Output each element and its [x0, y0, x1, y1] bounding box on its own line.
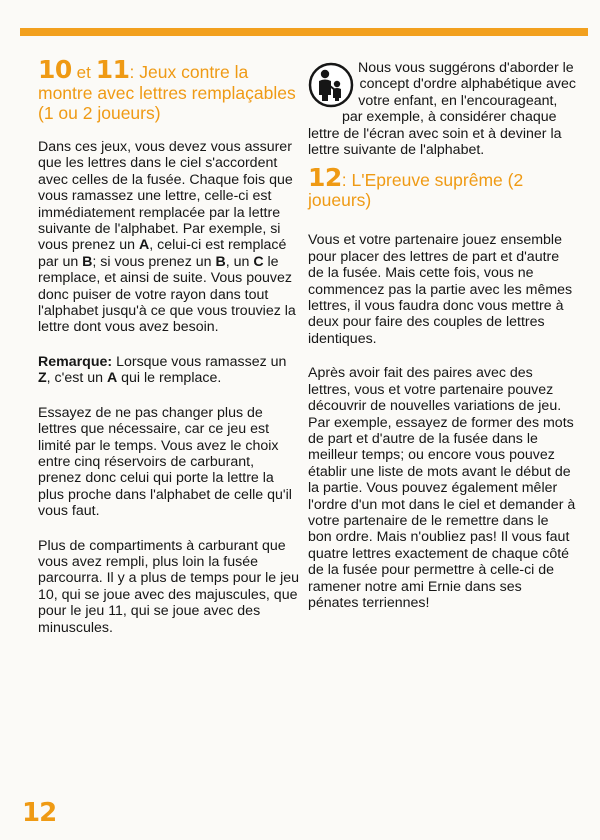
heading-game-12: [308, 163, 576, 211]
paragraph-variations: Après avoir fait des paires avec des lettres, vous et votre partenaire pouvez découvrir de nouvelles variations de jeu. Par exemple, essayez de former des mots de part et d'autre de la fusée dans le meilleur temps; ou encore vous pouvez établir une liste de mots avant le début de la partie. Vous pouvez également mêler l'ordre d'un mot dans le ciel et demander à votre partenaire de le remettre dans le bon ordre. Mais n'oubliez pas! Il vous faut quatre lettres exactement de chaque côté de la fusée pour permettre à celle-ci de ramener notre ami Ernie dans ses pénates terriennes!: [308, 365, 576, 611]
paragraph-remark: [38, 354, 300, 387]
bold-letter: Z: [38, 370, 47, 387]
game-number-12: 12: [308, 163, 342, 193]
paragraph-partner: Vous et votre partenaire jouez ensemble pour placer des lettres de part et d'autre de la fusée. Mais cette fois, vous ne commencez pas la partie avec les mêmes lettres, il vous faudra donc vous mettre à deux pour faire des couples de lettres identiques.: [308, 232, 573, 347]
text-run: , c'est un: [46, 370, 107, 387]
text-run: , un: [225, 253, 254, 270]
game-number-11: 11: [95, 55, 130, 84]
text-run: le remplace, et ainsi de suite. Vous pouvez donc puiser de votre rayon dans tout l'alphabet jusqu'à ce que vous trouviez la lettre dont vous avez besoin.: [38, 253, 296, 336]
bold-letter: C: [253, 253, 264, 270]
paragraph-fuel: Essayez de ne pas changer plus de lettres que nécessaire, car ce jeu est limité par le temps. Vous avez le choix entre cinq réservoirs de carburant, prenez donc celui qui porte la lettre la plus proche dans l'alphabet de celle qu'il vous faut.: [38, 404, 292, 520]
heading-connector: et: [76, 63, 91, 82]
heading-games-10-11: [38, 55, 300, 123]
heading-title: Jeux contre la montre avec lettres remplaçables (1 ou 2 joueurs): [38, 62, 296, 123]
game-number-10: 10: [38, 55, 72, 84]
parent-tip: [308, 60, 576, 158]
heading-colon: :: [341, 170, 347, 191]
heading-title: L'Epreuve suprême (2 joueurs): [308, 170, 524, 211]
tip-text: Nous vous suggérons d'aborder le concept d'ordre alphabétique avec votre enfant, en l'encourageant, par exemple, à considérer chaque lettre de l'écran avec soin et à deviner la lettre suivante de l'alphabet.: [308, 60, 576, 159]
bold-letter: A: [106, 370, 118, 387]
text-run: Dans ces jeux, vous devez vous assurer que les lettres dans le ciel s'accordent avec celles de la fusée. Chaque fois que vous ramassez une lettre, celle-ci est immédiatement remplacée par la lettre suivante de l'alphabet. Par exemple, si vous prenez un: [38, 139, 293, 254]
paragraph-intro: [38, 139, 300, 336]
top-rule: [20, 28, 588, 36]
paragraph-compartments: Plus de compartiments à carburant que vous avez rempli, plus loin la fusée parcourra. Il y a plus de temps pour le jeu 10, qui se joue avec des majuscules, que pour le jeu 11, qui se joue avec des minuscules.: [38, 537, 300, 636]
bold-letter: B: [215, 253, 226, 270]
heading-colon: :: [129, 62, 135, 82]
text-run: , celui-ci est remplacé par un: [38, 237, 287, 270]
remark-label: Remarque:: [38, 353, 113, 370]
right-column: [308, 60, 576, 629]
left-column: [38, 55, 300, 654]
page-number: 12: [22, 798, 57, 828]
text-run: ; si vous prenez un: [92, 253, 216, 270]
bold-letter: B: [82, 253, 93, 270]
parent-child-icon: [308, 62, 354, 108]
text-run: Lorsque vous ramassez un: [112, 353, 287, 370]
bold-letter: A: [138, 237, 150, 254]
text-run: qui le remplace.: [117, 370, 222, 387]
